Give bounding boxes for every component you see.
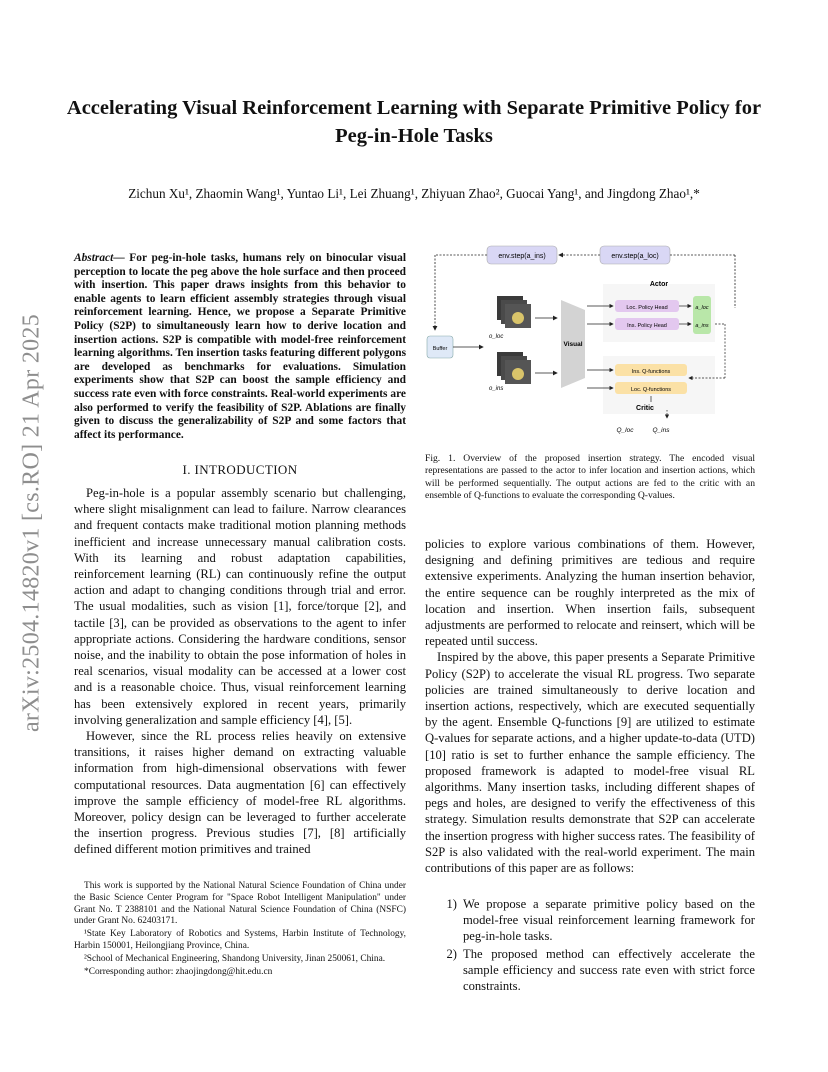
contributions-list [425,896,755,995]
figure-caption: Fig. 1. Overview of the proposed insertion strategy. The encoded visual representations are passed to the actor to infer location and insertion actions, which will be performed sequentially. The output actions are fed to the critic with an ensemble of Q-functions to evaluate the corresponding Q-values. [425,453,755,502]
ins-q-functions-label: Ins. Q-functions [631,369,671,375]
author-list: Zichun Xu¹, Zhaomin Wang¹, Yuntao Li¹, Lei Zhuang¹, Zhiyuan Zhao², Guocai Yang¹, and Jingdong Zhao¹,* [128,186,700,201]
intro-paragraph: However, since the RL process relies heavily on extensive transitions, it raises higher demand on extracting valuable information from high-dimensional observations with fewer computational resources. Data augmentation [6] can effectively improve the sample efficiency of model-free RL algorithms. Moreover, policy design can be leveraged to further accelerate the insertion progress. Previous studies [7], [8] artificially defined different motion primitives and trained [74,729,406,857]
loc-q-functions-label: Loc. Q-functions [630,387,672,393]
arxiv-identifier: arXiv:2504.14820v1 [cs.RO] 21 Apr 2025 [18,313,45,733]
actor-label: Actor [649,281,669,288]
figure-1 [425,238,755,438]
list-text: The proposed method can effectively accelerate the sample efficiency and success rate even with strict force constraints. [463,946,755,994]
critic-label: Critic [636,405,654,412]
right-paragraph: Inspired by the above, this paper presents a Separate Primitive Policy (S2P) to accelerate the visual RL progress. Two separate policies are trained simultaneously to derive location and insertion actions, respectively, which are executed sequentially by the agent. Ensemble Q-functions [9] are utilized to estimate Q-values for separate actions, and a higher update-to-data (UTD) [10] ratio is set to further enhance the sample efficiency. The proposed framework is adapted to model-free visual RL algorithms. Many insertion tasks, including different shapes of pegs and holes, are designed to verify the effectiveness of this strategy. Simulation results demonstrate that S2P can accelerate the insertion progress with higher success rates. The feasibility of S2P is also validated with the real-world experiment. The main contributions of this paper are as follows: [425,650,755,876]
env-step-ins-label: env.step(a_ins) [498,253,546,260]
arxiv-stamp [14,288,50,758]
a-ins-label: a_ins [695,323,709,329]
right-column-body [425,536,755,876]
observation-stack-top [497,296,531,328]
right-paragraph: policies to explore various combinations of them. However, designing and defining primitives are tedious and require extensive experiments. Analyzing the human insertion behavior, the entire sequence can be roughly interpreted as the mix of location and insertion. When insertion fails, subsequent adjustments are performed to relocate and reinsert, which will be repeated until success. [425,537,755,649]
paper-title: Accelerating Visual Reinforcement Learning with Separate Primitive Policy for Peg-in-Hole Tasks [66,97,762,147]
footnote-affiliation-1: ¹State Key Laboratory of Robotics and Systems, Harbin Institute of Technology, Harbin 150001, Heilongjiang Province, China. [74,929,406,951]
architecture-diagram [425,238,755,438]
buffer-label: Buffer [432,346,448,352]
list-number: 2) [446,946,457,961]
footnote-funding: This work is supported by the National Natural Science Foundation of China under the Basic Science Center Program for "Space Robot Intelligent Manipulation" under Grant No. T 2388101 and the National Natural Science Foundation of China (NSFC) under Grant No. 62403171. [74,881,406,927]
section-heading: I. INTRODUCTION [182,462,298,477]
intro-paragraph: Peg-in-hole is a popular assembly scenario but challenging, where slight misalignment can lead to failure. Narrow clearances and frequent contacts make traditional motion planning methods inefficient and increase unnecessary manual calibration costs. With its learning and robust adaptation capabilities, reinforcement learning (RL) can continuously refine the output action and adapt to changing conditions through trial and error. The usual modalities, such as vision [1], force/torque [2], and tactile [3], can be provided as observations to the agent to infer appropriate actions. Considering the hardware conditions, sensor noise, and the inability to obtain the pose information of holes in real scenarios, visual modality can be accessed at a lower cost and is a reasonable choice. Thus, visual reinforcement learning has been extensively explored in recent years, primarily involving generalization and sample efficiency [4], [5]. [74,486,406,727]
loc-policy-head-label: Loc. Policy Head [626,305,668,311]
list-text: We propose a separate primitive policy based on the model-free visual reinforcement learning framework for peg-in-hole tasks. [463,897,755,944]
intro-body [74,485,406,858]
observation-stack-bottom [497,352,531,384]
o-loc-label: o_loc [489,334,504,340]
footnote-affiliation-2: ²School of Mechanical Engineering, Shandong University, Jinan 250061, China. [84,953,386,964]
footnotes [74,881,406,979]
a-loc-label: a_loc [695,305,709,311]
abstract [74,252,406,442]
q-loc-label: Q_loc [616,427,634,434]
visual-label: Visual [563,341,583,348]
list-item [425,946,755,995]
list-number: 1) [446,897,457,911]
list-item [425,896,755,945]
abstract-text: — For peg-in-hole tasks, humans rely on binocular visual perception to locate the peg above the hole surface and then proceed with insertion. This paper draws insights from this behavior to enable agents to learn efficient assembly strategies through visual reinforcement learning. Hence, we propose a Separate Primitive Policy (S2P) to simultaneously learn how to derive location and insertion actions. S2P is compatible with model-free reinforcement learning algorithms. Ten insertion tasks featuring different polygons are developed as benchmarks for evaluations. Simulation experiments show that S2P can boost the sample efficiency and success rate even with force constraints. Real-world experiments are also performed to verify the feasibility of S2P. Ablations are finally given to discuss the generalizability of S2P and some factors that affect its performance. [74,252,406,441]
o-ins-label: o_ins [489,386,504,392]
ins-policy-head-label: Ins. Policy Head [627,323,667,329]
footnote-corresponding: *Corresponding author: zhaojingdong@hit.edu.cn [84,966,273,977]
abstract-lead: Abstract [74,252,114,264]
env-step-loc-label: env.step(a_loc) [611,253,659,260]
q-ins-label: Q_ins [652,427,670,434]
